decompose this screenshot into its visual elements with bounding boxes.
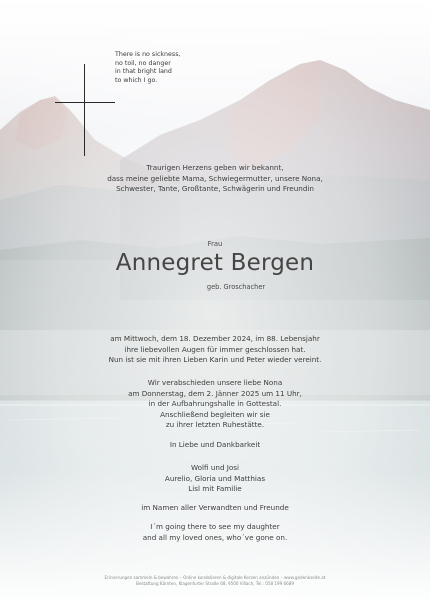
poem [115,51,225,85]
poem-line: in that bright land [115,68,172,76]
poem-line: There is no sickness, [115,51,181,58]
intro-line: dass meine geliebte Mama, Schwiegermutter, unsere Nona, [107,173,323,183]
quote-line: I´m going there to see my daughter [150,522,280,531]
maiden-name: geb. Groschacher [206,283,266,291]
death-line: Nun ist sie mit ihren Lieben Karin und Peter wieder vereint. [108,355,322,365]
funeral-line: zu ihrer letzten Ruhestätte. [165,420,265,430]
title-prefix: Frau [207,240,223,248]
closing-quote [0,522,430,543]
announcement-intro [0,163,430,195]
footer-line: Bestattung Kärnten, Klagenfurter Straße 68, 9500 Villach, Tel.: 058 199 6689 [136,580,294,586]
funeral-line: Anschließend begleiten wir sie [160,409,270,419]
mourner-name: Lisl mit Familie [188,484,242,494]
footer-line: Erinnerungen sammeln & bewahren – Online kondolieren & digitale Kerzen anzünden – www.gedenkseite.at [104,575,326,580]
mourner-name: Wolfi und Josi [190,463,240,472]
funeral-line: in der Aufbahrungshalle in Gottestal. [148,399,282,409]
funeral-line: Wir verabschieden unsere liebe Nona [147,378,283,387]
death-line: am Mittwoch, dem 18. Dezember 2024, im 88. Lebensjahr [110,334,320,343]
quote-line: and all my loved ones, who´ve gone on. [142,532,288,542]
mourner-name: Aurelio, Gloria und Matthias [164,473,266,483]
funeral-details [0,378,430,431]
cross-horizontal-bar [55,102,115,103]
poem-line: no toil, no danger [115,59,171,67]
footer [0,575,430,586]
funeral-line: am Donnerstag, dem 2. Jänner 2025 um 11 Uhr, [128,388,302,398]
death-notice [0,334,430,366]
mourner-names [0,463,430,495]
poem-line: to which I go. [115,76,158,84]
intro-line: Schwester, Tante, Großtante, Schwägerin und Freundin [116,184,314,194]
cross-vertical-bar [84,64,85,156]
deceased-name: Annegret Bergen [115,250,315,276]
intro-line: Traurigen Herzens geben wir bekannt, [146,163,284,172]
closing-phrase: In Liebe und Dankbarkeit [169,440,261,449]
mourners-line: im Namen aller Verwandten und Freunde [141,503,289,512]
death-line: ihre liebevollen Augen für immer geschlossen hat. [124,344,306,354]
